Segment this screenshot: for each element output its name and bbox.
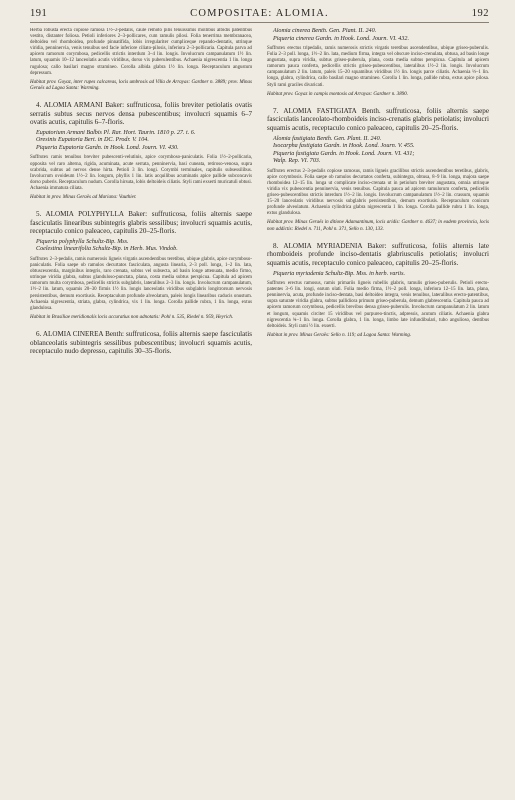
synonym-block xyxy=(267,136,489,166)
synonym: Walp. Rep. VI. 703. xyxy=(273,158,321,165)
synonym: Piqueria cinerea Gardn. in Hook. Lond. Journ. VI. 432. xyxy=(273,35,409,42)
species-description: Suffrutex erectus ramosus, ramis primariis ligneis rubellis glabris, ramulis griseo-puberulis. Petioli erecto-patentes 3–6 lin. longi, earum olati. Folia medio firma, 1½–2 poll. longa, inferiora 12–15 lin. lata, plana, penninervia, acuta, profunde inciso-dentata, basi deltoideo integra, venis tenuibus, lateralibus erecto-patentibus, supra saturate viridia glabra, subtus pallidiora primum griseo-puberula, demum glabrescentia. Capitula pauca ad apicem ramorum corymbosa, pedicellis brevibus densa griseo-puberulis. Involucrum campanulatum 2 lin. latum et longum, squamis circiter 15 viridibus vel purpureo-tinctis, adpressis, acutum ciliatis. Achaenia glabra nigrescentia ¾–1 lin. longa. Corolla glabra, 1 lin. longa, limbo late infundibulari, tubo angulioso, dentibus deltoideis. Styli rami ½ lin. exserti. xyxy=(267,281,489,329)
synonym: Coelestina linearifolia Schultz-Bip. in Herb. Mus. Vindob. xyxy=(36,246,178,253)
habitat-note: Habitat prov. Goyaz in campis montosis ad Arrayas: Gardner n. 3890. xyxy=(267,91,408,97)
left-page-number: 191 xyxy=(30,8,48,19)
synonym-block xyxy=(30,239,252,254)
species-description: Herba robusta erecta copiose ramosa 1½–2-pedalis, caule remoto pilis tenuissimis mollibus albidis patentibus vestito, distanter foliosa. Petioli inferiores 2–3-pollicares, cum ramulis pilosi. Folia tenerrima membranacea, deltoidea vel rhomboidea, profunde pinnatifida, lobis irregulariter cumpliceque repando-dentatis, utrinque viridia, penninervia, venis tenuibus sed facie inferiore ciliato-pilosis, inferiora 2–3-pollicaria. Capitula parva ad apicem ramorum corymbosa, pedicellis strictis interdum 3–4 lin. longis. Involucrum campanulatum 1½ lin. latum, squamis 10–12 lanceolatis acutis viridibus, dorso vix puberulentibus. Achaenia nigrescentia 1 lin. longa rugulosa; callo basilari magno stramineo. Corolla albida glabra 1½ lin. longa. Receptaculum angustum depressum. xyxy=(30,28,252,76)
left-column xyxy=(30,28,252,359)
synonym: Piqueria polyphylla Schultz-Bip. Mss. xyxy=(36,238,129,245)
habitat-note: Habitat in prov. Minas Geraës ad Mariana: Vauthier. xyxy=(30,195,137,200)
right-column xyxy=(267,28,489,359)
species-heading: 7. ALOMIA FASTIGIATA Benth. suffruticosa, foliis alternis saepe fasciculatis lanceolato-rhomboideis inciso-crenatis glabris petiolatis; involucri squamis acutis, receptaculo conico paleaceo, capitulis 20–25-floris. xyxy=(267,106,489,133)
species-description: Suffrutex erectus tripedalis, ramis numerosis strictis virgatis teretibus ascendentibus, ubique griseo-puberulis. Folia 2–3 poll. longa, 1½–2 lin. lata, medium firma, integra vel obscure inciso-crenulata, obtusa, ad basin longe angustata, supra viridia, subtus griseo-puberula, plana, costa media subtus perspicua. Capitula ad apicem ramorum pauca conferta, pedicellis strictis griseo-pubescentibus, lateralibus 1½–2 lin. longis. Involucrum campanulatum 2 lin. latum, paleis 15–20 squamibus viridibus 1½ lin. longis parce ciliatis. Achaenia ⅓–1 lin. longa, glabra, cylindrica, callo basilari magno stramineo. Corolla 1 lin. longa, pallide rubra, extus apice pilosa. Styli rami graciles divaricati. xyxy=(267,46,489,88)
synonym: Piqueria myriadenia Schultz-Bip. Mss. in herb. variis. xyxy=(273,270,406,277)
synonym: Piqueria fastigiata Gardn. in Hook. Lond. Journ. VI. 431; xyxy=(273,150,415,157)
page-header xyxy=(30,8,489,23)
species-heading: 8. ALOMIA MYRIADENIA Baker: suffruticosa, foliis alternis late rhomboideis profunde inciso-dentatis glabriusculis petiolatis; involucri squamis acutis, receptaculo conico paleaceo, capitulis 20–25-floris. xyxy=(267,241,489,267)
right-page-number: 192 xyxy=(471,8,489,19)
synonym xyxy=(36,130,252,138)
habitat-note: Habitat in Brasiliae meridionalis locis accuratius non adnotatis: Pohl n. 535, Riedel n. 959, Heyrich. xyxy=(30,314,234,320)
synonym-name: Eupatorium Armani xyxy=(36,129,85,136)
habitat-note: Habitat prov. Goyaz, inter rupes calcareas, locis umbrosis ad Villa de Arrayas: Gardner n. 3889; prov. Minas Geraës ad Lagoa Santa: Warming. xyxy=(30,79,252,91)
species-heading: 6. ALOMIA CINEREA Benth: suffruticosa, foliis alternis saepe fasciculatis oblanceolatis subintegris sessilibus pubescentibus; involucri squamis acutis, receptaculo nudo depresso, capitulis 30–35-floris. xyxy=(30,330,252,356)
synonym-block xyxy=(267,28,489,43)
species-description: Suffrutex erectus 2–3-pedalis copiose ramosus, ramis ligneis gracilibus strictis ascendentibus teretibus, glabris, apice corymbosis. Folia saepe ob ramulos decurtatos conferta, subintegra, obtusa, 8–9 lin. longa, majora saepe rhomboidea 12–15 lin. longa ut complicate inciso-crenata ut in petiolum breviter angustata, omnia utrinque viridia vix pubescentia penninervia, venis tenuibus. Capitula pauca ad apicem ramulorum conferta, pedicellis griseo-pubescentibus strictis interdum 1½–2 lin. longis. Involucrum campanulatum 1½–2 lin. crassum, squamis 15–20 lanceolatis viridibus nervosis subglabris persistentibus, demum exortiusis. Receptaculum conicum profunde alveolatum. Achaenia cylindrica glabra nigrescentia 1 lin. longa. Corolla pallide rubra 1 lin. longa, extus glandulosa. xyxy=(267,168,489,217)
synonym: Oresinis Eupatoria Bert. in DC. Prodr. V. 104. xyxy=(36,137,149,144)
species-description: Suffrutex ramis tenuibus breviter pubescenti-velutinis, apice corymboso-paniculatis. Folia 1½–2-pollicaria, opposita vel raro alterna, rigida, acuminata, acute serrata, penninervia, basi cuneata, retiroso-venosa, supra scabrida, subtus ad nervos dense hirta. Petioli 3 lin. longi. Corymbi terminales, capitulis subsessilibus. Involucrum ovoideum 1½–2 lin. longum, phyllis 1 lin. latis acquilibus acuminatis apice pallide subconcavis dorso puberis. Receptaculum nudum. Corolla hirsuta, lobis deltoideis ciliatis. Styli rami exserti muricatuli obtusi. Achaenia immatura ciliata. xyxy=(30,155,252,191)
habitat-note: Habitat prov. Minas Geraës in ditione Adamantinum, locis aridis: Gardner n. 4637; in eadem provincia, locis non addictis: Riedel n. 711, Pohl n. 371, Sello n. 130, 133. xyxy=(267,220,489,232)
species-heading: 5. ALOMIA POLYPHYLLA Baker: suffruticosa, foliis alternis saepe fasciculatis linearibus subintegris glabris sessilibus; involucri squamis acutis, receptaculo conico paleaceo, capitulis 20–25-floris. xyxy=(30,210,252,236)
habitat-note: Habitat in prov. Minas Geraës: Sello n. 119; ad Lagoa Santa: Warming. xyxy=(267,332,412,338)
text-columns xyxy=(30,28,489,359)
running-title: COMPOSITAE: ALOMIA. xyxy=(190,8,329,19)
species-heading: 4. ALOMIA ARMANI Baker: suffruticosa, foliis breviter petiolatis ovatis serratis subtus secus nervos densa pubescentibus; involucri squamis 6–7 ovatis acutis, capitulis 6–7-floris. xyxy=(30,101,252,127)
synonym: Alomia cinerea Benth. Gen. Plant. II. 240. xyxy=(273,28,377,34)
synonym: Piqueria Eupatoria Gardn. in Hook. Lond. Journ. VI. 430. xyxy=(36,144,179,151)
synonym-block xyxy=(267,271,489,279)
synonym: Isocarpha fastigiata Gardn. in Hook. Lond. Journ. V. 455. xyxy=(273,143,415,150)
species-description: Suffrutex 2–3-pedalis, ramis numerosis ligneis virgatis ascendentibus teretibus, ubique glabris, apice corymboso-paniculatis. Folia saepe ob ramulos decurtatos fasciculata, angusta linearia, 2–3 poll. longa, 1–2 lin. lata, obtuscescentia, marginibus integris, raro crenata, sobtus vel subsecta, ad basin longe attenuata, medio firmo, utrinque viridia glabra, subtus glanduloso-punctata, plana, costa media subtus perspicua. Capitula ad apicem ramorum multa corymbosa, pedicellis strictis subglabris, lateralibus 2–3 lin. longis. Involucrum campanulatum, 1½–2 lin. latum, squamis 20–30 firmis 1½ lin. longis lanceolatis viridibus subglabris longitrorsum nervosis persistentibus, demum exortiusis. Receptaculum profunde alveolatum, paleis longis linearibus caducis onustum. Achaenia nigrescentia, striata, glabra, cylindrica, vix 1 lin. longa. Corolla pallide rubra, 1 lin. longa, extus glandulosa. xyxy=(30,256,252,311)
synonym-block xyxy=(30,130,252,153)
synonym-citation: Balbis Pl. Rar. Hort. Taurin. 1810 p. 27. t. 6. xyxy=(86,129,196,136)
synonym: Alomia fastigiata Benth. Gen. Plant. II. 240. xyxy=(273,135,382,142)
